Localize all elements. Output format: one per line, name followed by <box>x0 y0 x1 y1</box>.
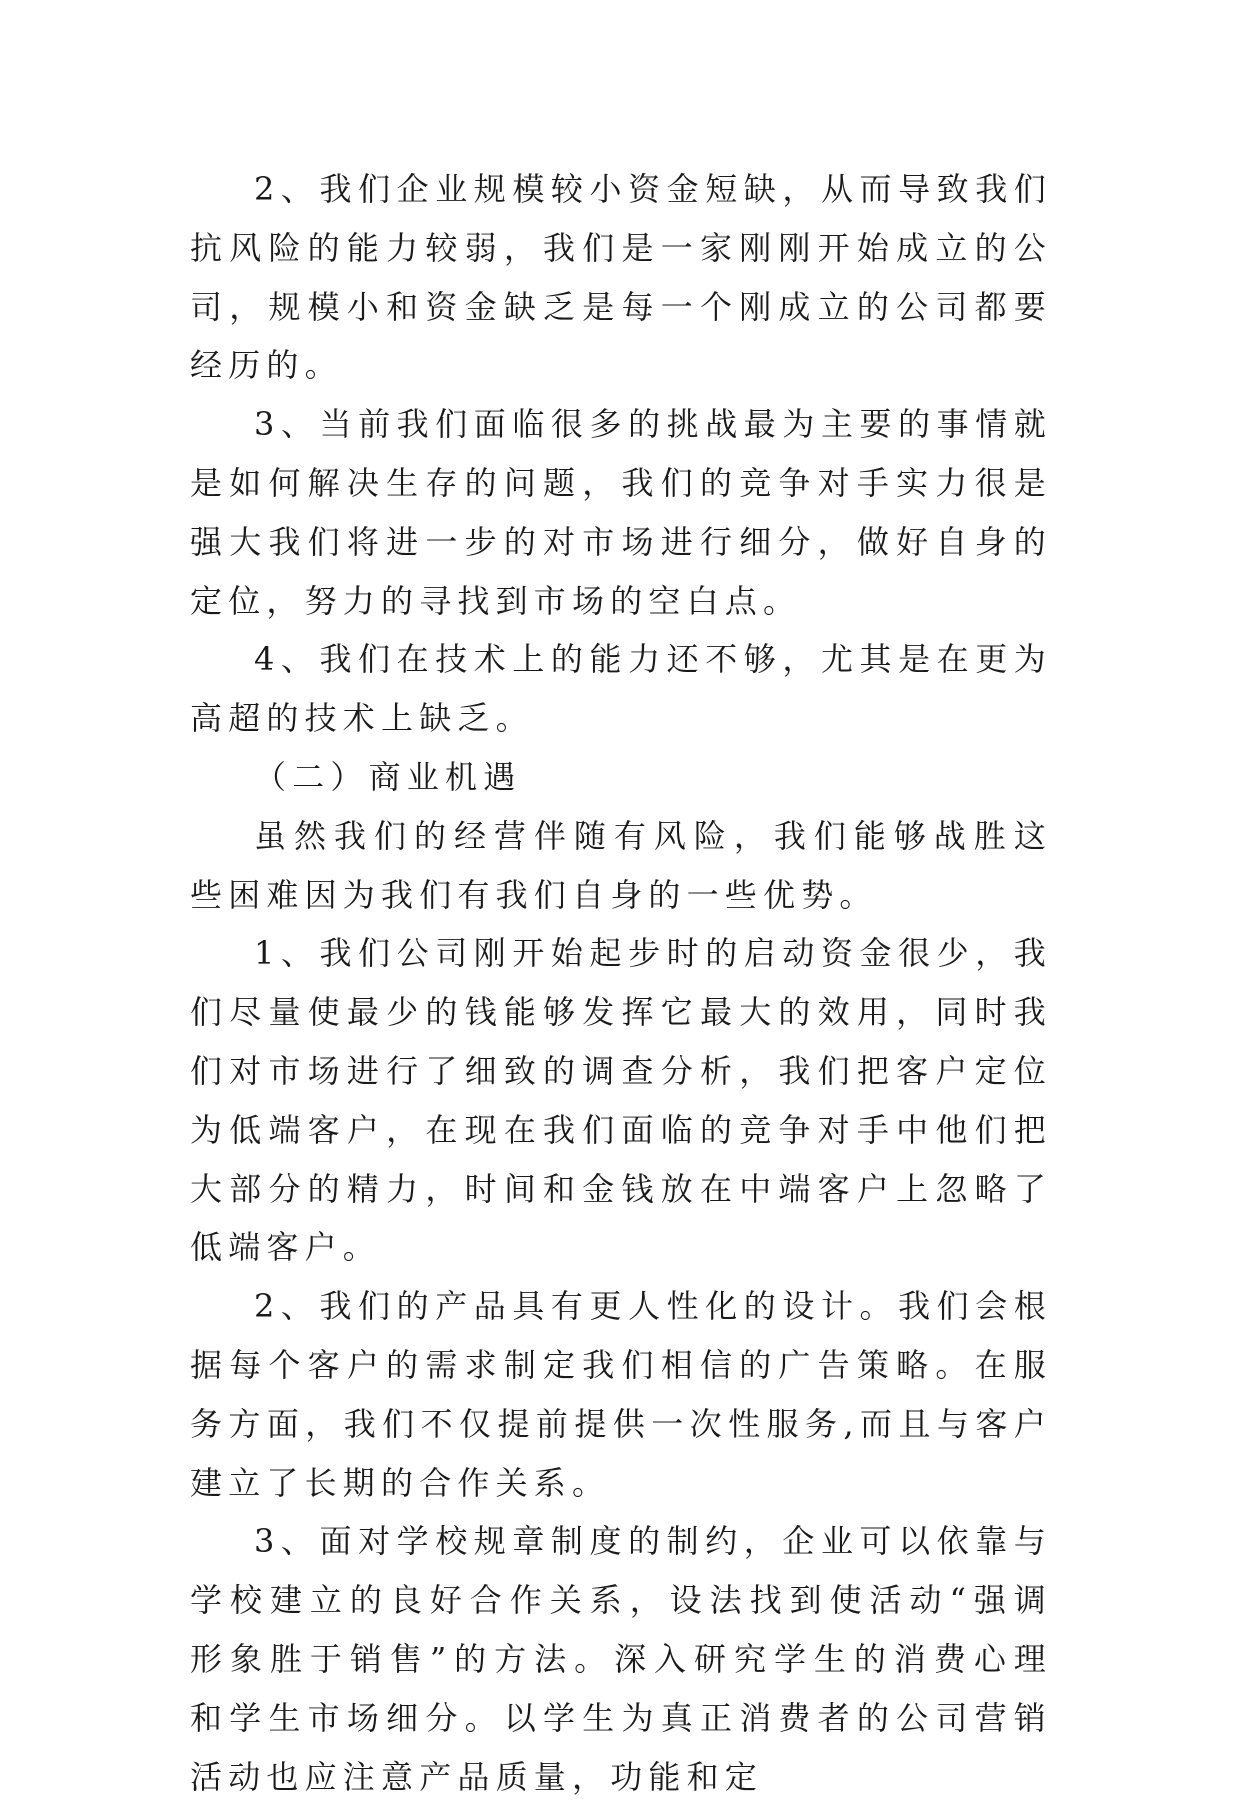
document-body <box>190 160 1052 1806</box>
paragraph-opportunity-intro: 虽然我们的经营伴随有风险，我们能够战胜这些困难因为我们有我们自身的一些优势。 <box>190 816 1052 914</box>
paragraph-risk-3: 3、当前我们面临很多的挑战最为主要的事情就是如何解决生存的问题，我们的竞争对手实力很是强大我们将进一步的对市场进行细分，做好自身的定位，努力的寻找到市场的空白点。 <box>190 405 1052 620</box>
paragraph-risk-2: 2、我们企业规模较小资金短缺，从而导致我们抗风险的能力较弱，我们是一家刚刚开始成立的公司，规模小和资金缺乏是每一个刚成立的公司都要经历的。 <box>190 170 1052 385</box>
paragraph-opportunity-2: 2、我们的产品具有更人性化的设计。我们会根据每个客户的需求制定我们相信的广告策略。在服务方面，我们不仅提前提供一次性服务,而且与客户建立了长期的合作关系。 <box>190 1287 1052 1502</box>
section-heading: （二）商业机遇 <box>254 757 522 796</box>
paragraph-opportunity-3: 3、面对学校规章制度的制约，企业可以依靠与学校建立的良好合作关系，设法找到使活动“强调形象胜于销售”的方法。深入研究学生的消费心理和学生市场细分。以学生为真正消费者的公司营销活动也应注意产品质量，功能和定 <box>190 1522 1052 1796</box>
paragraph-opportunity-1: 1、我们公司刚开始起步时的启动资金很少，我们尽量使最少的钱能够发挥它最大的效用，同时我们对市场进行了细致的调查分析，我们把客户定位为低端客户，在现在我们面临的竞争对手中他们把大部分的精力，时间和金钱放在中端客户上忽略了低端客户。 <box>190 934 1052 1267</box>
paragraph-risk-4: 4、我们在技术上的能力还不够，尤其是在更为高超的技术上缺乏。 <box>190 640 1052 738</box>
